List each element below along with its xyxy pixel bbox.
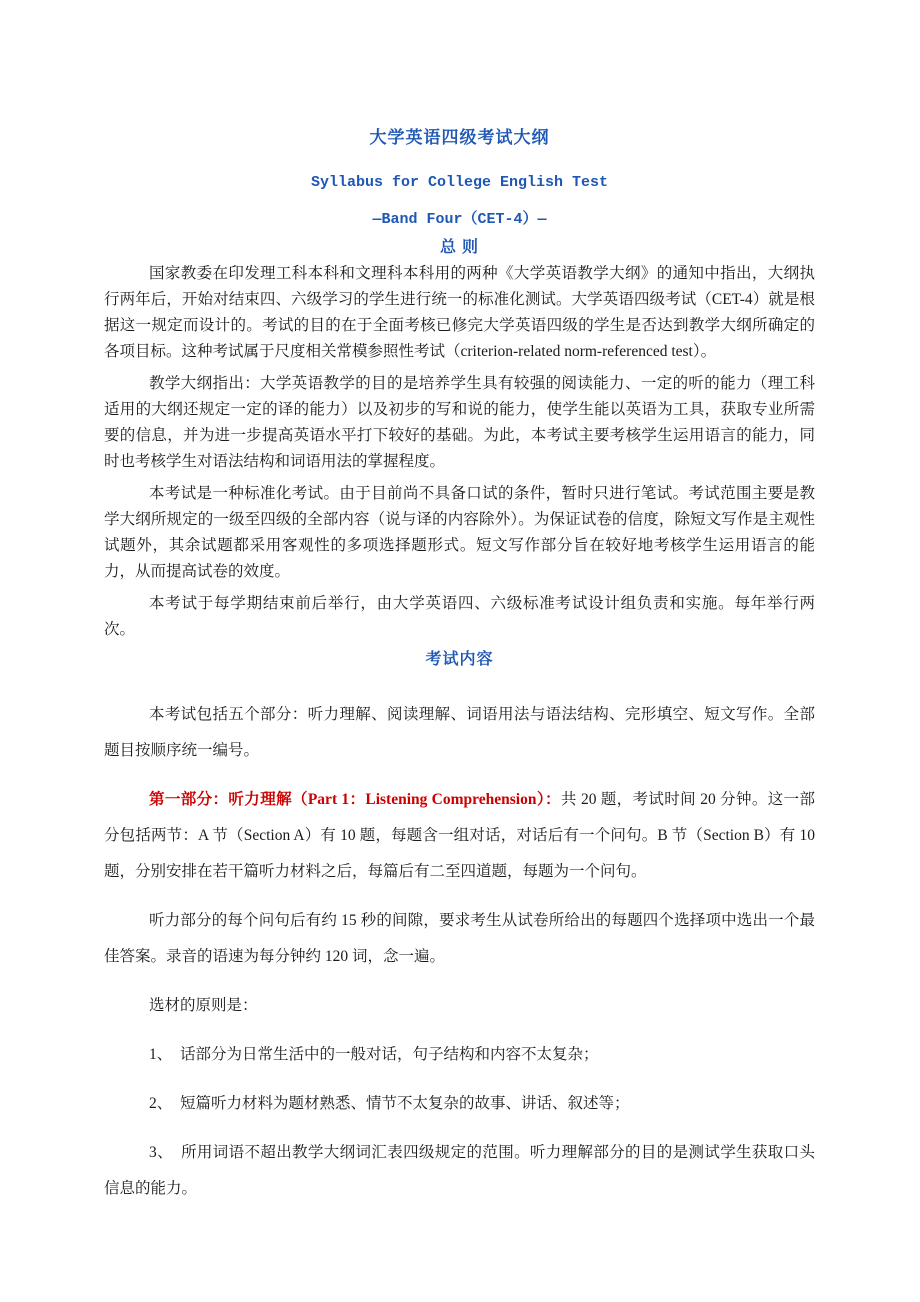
part1-selection-rule-2: 2、 短篇听力材料为题材熟悉、情节不太复杂的故事、讲话、叙述等； xyxy=(149,1095,630,1112)
part1-paragraph xyxy=(104,782,815,890)
general-paragraph-2: 教学大纲指出：大学英语教学的目的是培养学生具有较强的阅读能力、一定的听的能力（理工科适用的大纲还规定一定的译的能力）以及初步的写和说的能力，使学生能以英语为工具，获取专业所需要的信息，并为进一步提高英语水平打下较好的基础。为此，本考试主要考核学生运用语言的能力，同时也考核学生对语法结构和词语用法的掌握程度。 xyxy=(104,375,815,470)
general-paragraph-3: 本考试是一种标准化考试。由于目前尚不具备口试的条件，暂时只进行笔试。考试范围主要是教学大纲所规定的一级至四级的全部内容（说与译的内容除外）。为保证试卷的信度，除短文写作是主观性试题外，其余试题都采用客观性的多项选择题形式。短文写作部分旨在较好地考核学生运用语言的能力，从而提高试卷的效度。 xyxy=(104,485,815,580)
part1-heading: 第一部分：听力理解（Part 1：Listening Comprehension）： xyxy=(149,791,561,808)
part1-listening-note: 听力部分的每个问句后有约 15 秒的间隙，要求考生从试卷所给出的每题四个选择项中选出一个最佳答案。录音的语速为每分钟约 120 词，念一遍。 xyxy=(104,912,815,965)
part1-selection-intro: 选材的原则是： xyxy=(149,997,258,1014)
part1-selection-rule-3: 3、 所用词语不超出教学大纲词汇表四级规定的范围。听力理解部分的目的是测试学生获取口头信息的能力。 xyxy=(104,1144,815,1197)
general-paragraph-1: 国家教委在印发理工科本科和文理科本科用的两种《大学英语教学大纲》的通知中指出，大纲执行两年后，开始对结束四、六级学习的学生进行统一的标准化测试。大学英语四级考试（CET-4）就是根据这一规定而设计的。考试的目的在于全面考核已修完大学英语四级的学生是否达到教学大纲所确定的各项目标。这种考试属于尺度相关常模参照性考试（criterion-related norm-referenced test）。 xyxy=(104,265,815,360)
doc-title-en: Syllabus for College English Test xyxy=(310,174,609,191)
doc-subtitle-band: —Band Four（CET-4）— xyxy=(372,211,547,228)
general-paragraph-4: 本考试于每学期结束前后举行，由大学英语四、六级标准考试设计组负责和实施。每年举行两次。 xyxy=(104,595,815,638)
part1-selection-rule-1: 1、 话部分为日常生活中的一般对话，句子结构和内容不太复杂； xyxy=(149,1046,599,1063)
content-intro-paragraph: 本考试包括五个部分：听力理解、阅读理解、词语用法与语法结构、完形填空、短文写作。全部题目按顺序统一编号。 xyxy=(104,706,815,759)
part1-text: 共 20 题，考试时间 20 分钟。这一部分包括两节：A 节（Section A）有 10 题，每题含一组对话，对话后有一个问句。B 节（Section B）有 10 题，分别安排在若干篇听力材料之后，每篇后有二至四道题，每题为一个问句。 xyxy=(104,791,815,880)
section-heading-content: 考试内容 xyxy=(425,651,494,668)
doc-title-cn: 大学英语四级考试大纲 xyxy=(369,128,550,147)
section-heading-general: 总 则 xyxy=(439,239,479,256)
